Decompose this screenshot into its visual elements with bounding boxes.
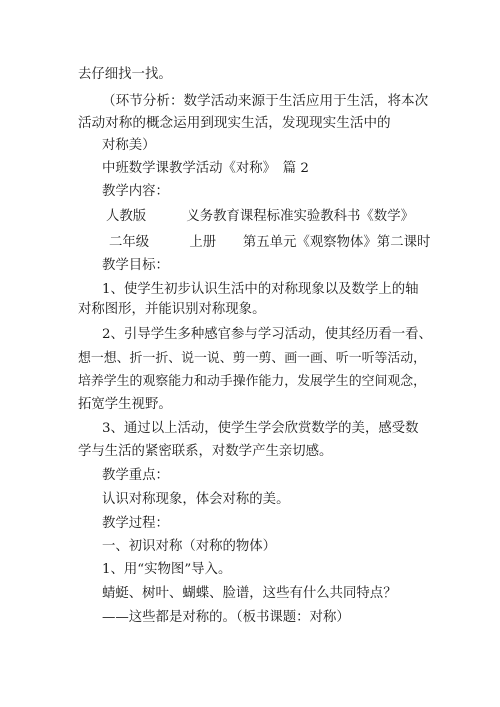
text-line-19: 认识对称现象，体会对称的美。	[102, 492, 290, 507]
text-line-14: 培养学生的观察能力和动手操作能力，发展学生的空间观念，	[78, 374, 427, 389]
heading-goals: 教学目标：	[102, 258, 169, 273]
text-line-24: ——这些都是对称的。（板书课题：对称）	[102, 610, 350, 625]
text-line-21: 一、初识对称（对称的物体）	[102, 539, 277, 554]
text-line-12: 2、引导学生多种感官参与学习活动，使其经历看一看、	[102, 327, 432, 342]
heading-key-points: 教学重点：	[102, 468, 169, 483]
text-line-2: （环节分析：数学活动来源于生活应用于生活，将本次	[102, 93, 429, 109]
text-line-17: 学与生活的紧密联系，对数学产生亲切感。	[78, 444, 333, 459]
text-line-4: 对称美）	[102, 138, 156, 153]
text-line-7: 人教版 义务教育课程标准实验教科书《数学》	[106, 209, 414, 224]
text-line-11: 对称图形，并能识别对称现象。	[78, 302, 266, 317]
text-line-15: 拓宽学生视野。	[78, 397, 172, 412]
text-line-8: 二年级 上册 第五单元《观察物体》第二课时	[109, 235, 431, 250]
text-line-16: 3、通过以上活动，使学生学会欣赏数学的美，感受数	[102, 421, 419, 436]
section-title: 中班数学课教学活动《对称》 篇 2	[102, 161, 309, 176]
heading-content: 教学内容：	[102, 184, 169, 199]
text-line-1: 去仔细找一找。	[78, 67, 172, 82]
text-line-13: 想一想、折一折、说一说、剪一剪、画一画、听一听等活动，	[78, 351, 427, 366]
text-line-23: 蜻蜓、树叶、蝴蝶、脸谱，这些有什么共同特点？	[102, 586, 397, 601]
text-line-10: 1、使学生初步认识生活中的对称现象以及数学上的轴	[102, 282, 419, 297]
heading-process: 教学过程：	[102, 516, 169, 531]
text-line-22: 1、用“实物图”导入。	[102, 562, 232, 577]
text-line-3: 活动对称的概念运用到现实生活，发现现实生活中的	[78, 115, 391, 131]
